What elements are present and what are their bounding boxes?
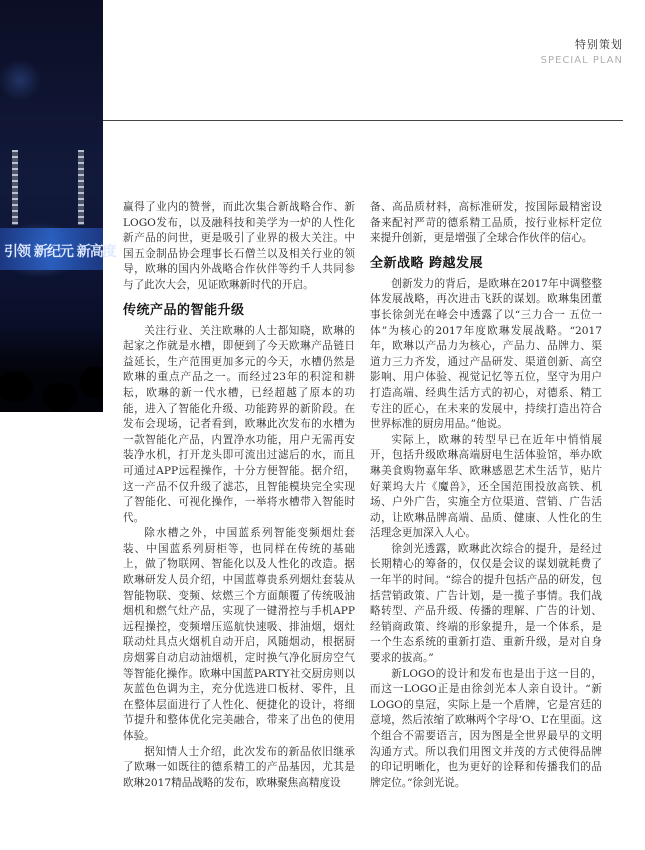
paragraph: 赢得了业内的赞誉，而此次集合新战略合作、新LOGO发布，以及融科技和美学为一炉的人性化新产品的问世，更是吸引了业界的极大关注。中国五金制品协会理事长石僧兰以及相关行业的领导，欧琳的国内外战略合作伙伴等约千人共同参与了此次大会，见证欧琳新时代的开启。 — [123, 201, 355, 291]
section-title-cn: 特别策划 — [575, 38, 623, 51]
header-rule — [103, 120, 623, 121]
stage-truss — [12, 150, 18, 225]
section-heading: 传统产品的智能升级 — [123, 302, 245, 318]
running-head — [541, 36, 623, 66]
article-column-right — [370, 200, 602, 791]
paragraph: 据知情人士介绍，此次发布的新品依旧继承了欧琳一如既往的德系精工的产品基因，尤其是欧琳2017精品战略的发布，欧琳聚焦高精度设 — [123, 745, 355, 789]
audience-silhouette — [0, 327, 103, 412]
stage-screen-text: 引领 新纪元 新高度 — [4, 244, 116, 260]
paragraph: 备、高品质材料，高标准研发，按国际最精密设备来配衬严苛的德系精工品质，按行业标杆定位来提升创新，更是增强了全球合作伙伴的信心。 — [370, 201, 602, 245]
paragraph: 除水槽之外，中国蓝系列智能变频烟灶套装、中国蓝系列厨柜等，也同样在传统的基础上，做了物联网、智能化以及人性化的改造。据欧琳研发人员介绍，中国蓝尊贵系列烟灶套装从智能物联、变频、炫燃三个方面颠覆了传统吸油烟机和燃气灶产品，实现了一键滑控与手机APP远程操控，变频增压巡航快速吸、排油烟，烟灶联动灶具点火烟机自动开启，风随烟动，根据厨房烟雾自动启动油烟机，定时换气净化厨房空气等智能化操作。欧琳中国蓝PARTY社交厨房则以灰蓝色色调为主，充分优选进口板材、零件，且在整体层面进行了人性化、便捷化的设计，将细节提升和整体优化完美融合，带来了出色的使用体验。 — [123, 527, 355, 742]
paragraph: 新LOGO的设计和发布也是出于这一目的，而这一LOGO正是由徐剑光本人亲自设计。“新LOGO的皇冠，实际上是一个盾牌，它是宫廷的意境，然后浓缩了欧琳两个字母‘O、L’在里面。这个组合不需要语言，因为图是全世界最早的文明沟通方式。所以我们用图文并茂的方式使得品牌的印记明晰化，也为更好的诠释和传播我们的品牌定位。”徐剑光说。 — [370, 667, 602, 789]
section-title-en: SPECIAL PLAN — [540, 55, 623, 66]
event-stage-photo — [0, 0, 116, 412]
stage-truss — [78, 150, 84, 225]
paragraph: 创新发力的背后，是欧琳在2017年中调整整体发展战略，再次进击飞跃的谋划。欧琳集团董事长徐剑光在峰会中透露了以“三力合一 五位一体”为核心的2017年度欧琳发展战略。“2017年，欧琳以产品力为核心，产品力、品牌力、渠道力三力齐发，通过产品研发、渠道创新、高空影响、用户体验、视觉记忆等五位，坚守为用户打造高端、经典生活方式的初心，对德系、精工专注的匠心，在未来的发展中，持续打造出符合世界标准的厨房用品。”他说。 — [370, 277, 602, 431]
paragraph: 实际上，欧琳的转型早已在近年中悄悄展开，包括升级欧琳高端厨电生活体验馆，举办欧琳美食购物嘉年华、欧琳感恩艺术生活节，贴片好莱坞大片《魔兽》，还全国范围投放高铁、机场、户外广告，实施全方位渠道、营销、广告活动，让欧琳品牌高端、品质、健康、人性化的生活理念更加深入人心。 — [370, 433, 602, 540]
paragraph: 徐剑光透露，欧琳此次综合的提升，是经过长期精心的筹备的，仅仅是会议的谋划就耗费了一年半的时间。“综合的提升包括产品的研发，包括营销政策、广告计划，是一揽子事情。我们战略转型、产品升级、传播的理解、广告的计划、经销商政策、终端的形象提升，是一个体系，是一个生态系统的重新打造、重新升级，是对自身要求的拔高。” — [370, 542, 602, 665]
paragraph: 关注行业、关注欧琳的人士都知晓，欧琳的起家之作就是水槽，即便到了今天欧琳产品链日益延长，生产范围更加多元的今天，水槽仍然是欧琳的重点产品之一。而经过23年的积淀和耕耘，欧琳的新一代水槽，已经超越了原本的功能，进入了智能化升级、功能跨界的新阶段。在发布会现场，记者看到，欧琳此次发布的水槽为一款智能化产品，内置净水功能，用户无需再安装净水机，打开龙头即可流出过滤后的水，而且可通过APP远程操作，十分方便智能。据介绍，这一产品不仅升级了滤芯，且智能模块完全实现了智能化、可视化操作，一举将水槽带入智能时代。 — [123, 324, 355, 524]
article-column-left — [123, 200, 355, 791]
section-heading: 全新战略 跨越发展 — [370, 255, 484, 271]
